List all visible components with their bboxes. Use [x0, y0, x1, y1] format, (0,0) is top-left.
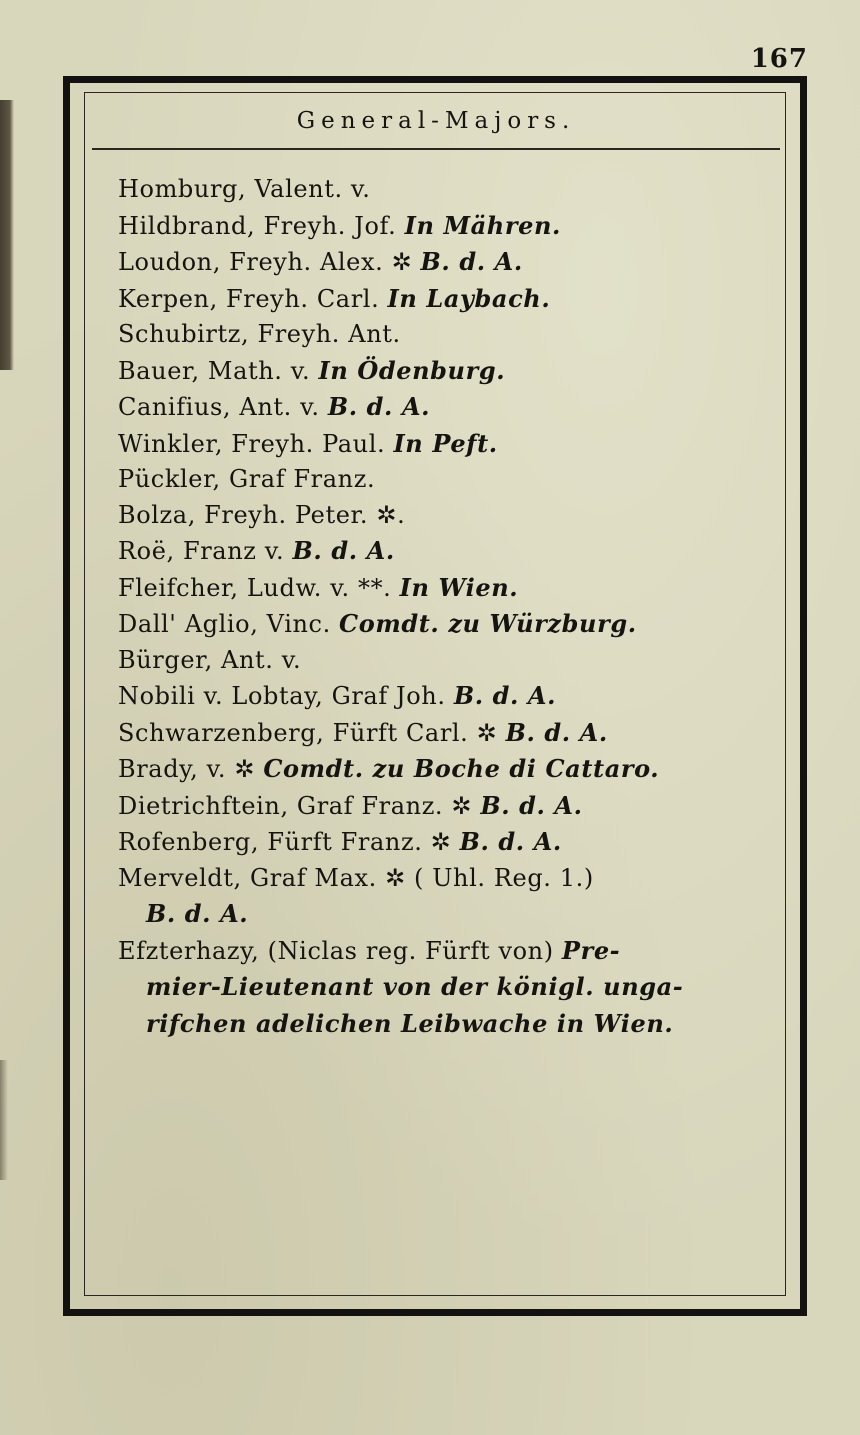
- entry-note: B. d. A.: [453, 681, 557, 710]
- entry-name: Nobili v. Lobtay, Graf Joh.: [118, 682, 446, 710]
- entry-name: Dietrichftein, Graf Franz. ✲: [118, 791, 473, 820]
- list-item: [118, 426, 778, 463]
- list-item: [118, 678, 778, 715]
- list-item: [118, 389, 778, 426]
- page-number: 167: [750, 44, 808, 74]
- entry-note: B. d. A.: [505, 717, 608, 747]
- list-item: [118, 606, 778, 643]
- entry-note: B. d. A.: [146, 899, 249, 928]
- list-item: [118, 244, 778, 281]
- entry-note: B. d. A.: [420, 247, 523, 276]
- entry-name: Bürger, Ant. v.: [118, 645, 302, 674]
- list-item: [118, 498, 778, 534]
- entry-note: Comdt. zu Würzburg.: [339, 609, 637, 638]
- entry-note: B. d. A.: [459, 827, 562, 856]
- list-item: [118, 570, 778, 607]
- entry-note: rifchen adelichen Leibwache in Wien.: [146, 1008, 674, 1038]
- entry-name: Schubirtz, Freyh. Ant.: [118, 320, 401, 348]
- entry-name: Winkler, Freyh. Paul.: [118, 429, 386, 458]
- entry-note: In Mähren.: [404, 210, 561, 240]
- list-item: [118, 317, 778, 353]
- entry-note: In Peft.: [393, 428, 498, 458]
- entry-name: Hildbrand, Freyh. Jof.: [118, 211, 397, 240]
- entry-note: In Ödenburg.: [318, 355, 506, 385]
- entry-note: In Wien.: [399, 572, 519, 602]
- list-item: [118, 353, 778, 390]
- entry-name: Pückler, Graf Franz.: [118, 465, 376, 493]
- list-item: [118, 969, 778, 1006]
- list-item: [118, 861, 778, 897]
- list-item: [118, 1006, 778, 1043]
- list-item: [118, 715, 778, 752]
- list-item: [118, 281, 778, 318]
- entry-note: Pre-: [561, 935, 621, 965]
- list-item: [118, 933, 778, 970]
- entry-name: Bauer, Math. v.: [118, 356, 311, 385]
- entry-name: Homburg, Valent. v.: [118, 175, 371, 203]
- entry-name: Rofenberg, Fürft Franz. ✲: [118, 828, 452, 856]
- entry-name: Dall' Aglio, Vinc.: [118, 610, 331, 638]
- list-item: [118, 788, 778, 825]
- entry-list: [118, 172, 778, 1042]
- entry-name: Efzterhazy, (Niclas reg. Fürft von): [118, 936, 554, 965]
- list-item: [118, 208, 778, 245]
- entry-name: Kerpen, Freyh. Carl.: [118, 284, 380, 313]
- entry-name: Bolza, Freyh. Peter. ✲.: [118, 500, 406, 529]
- entry-name: Brady, v. ✲: [118, 755, 256, 783]
- entry-name: Roë, Franz v.: [118, 537, 285, 565]
- list-item: [118, 896, 778, 933]
- entry-note: B. d. A.: [292, 536, 395, 565]
- list-item: [118, 533, 778, 570]
- entry-name: Loudon, Freyh. Alex. ✲: [118, 248, 413, 276]
- entry-name: Merveldt, Graf Max. ✲ ( Uhl. Reg. 1.): [118, 863, 594, 892]
- entry-note: In Laybach.: [387, 283, 551, 313]
- entry-name: Canifius, Ant. v.: [118, 393, 320, 421]
- list-item: [118, 824, 778, 861]
- binding-shadow: [0, 100, 14, 370]
- entry-note: mier-Lieutenant von der königl. unga-: [146, 972, 684, 1001]
- entry-note: B. d. A.: [480, 790, 583, 820]
- list-item: [118, 643, 778, 679]
- binding-shadow-lower: [0, 1060, 8, 1180]
- list-item: [118, 462, 778, 498]
- header-rule: [92, 148, 780, 150]
- section-title: General-Majors.: [296, 108, 576, 134]
- list-item: [118, 751, 778, 788]
- entry-note: Comdt. zu Boche di Cattaro.: [263, 754, 660, 783]
- entry-note: B. d. A.: [327, 392, 431, 421]
- entry-name: Schwarzenberg, Fürft Carl. ✲: [118, 718, 498, 747]
- entry-name: Fleifcher, Ludw. v. **.: [118, 573, 392, 602]
- list-item: [118, 172, 778, 208]
